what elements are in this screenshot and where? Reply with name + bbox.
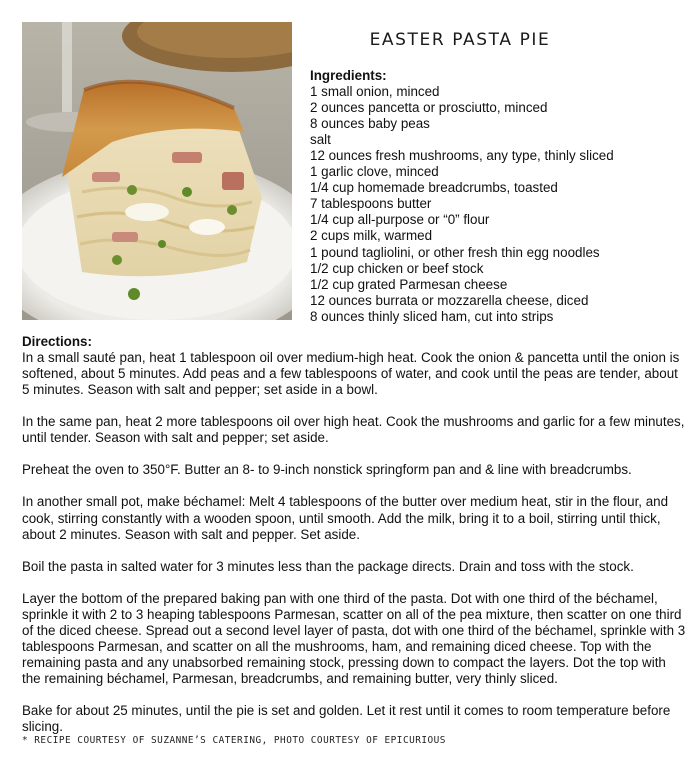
ingredient-item: 8 ounces thinly sliced ham, cut into strips — [310, 308, 554, 324]
direction-step: In another small pot, make béchamel: Melt 4 tablespoons of the butter over medium heat, stir in the flour, and cook, stirring constantly with a wooden spoon, until smooth. Add the milk, bring it to a boil, stirring until thick, about 2 minutes. Season with salt and pepper. Set aside. — [22, 494, 669, 542]
recipe-photo — [22, 22, 292, 320]
ingredient-item: 1/2 cup grated Parmesan cheese — [310, 276, 508, 292]
direction-step: Bake for about 25 minutes, until the pie is set and golden. Let it rest until it comes to room temperature before slicing. — [22, 703, 671, 735]
ingredients-list — [310, 84, 690, 325]
ingredient-item: 2 ounces pancetta or prosciutto, minced — [310, 100, 548, 116]
ingredient-item: 1 small onion, minced — [310, 84, 440, 100]
ingredient-item: 1/4 cup all-purpose or “0” flour — [310, 212, 490, 228]
recipe-title: EASTER PASTA PIE — [369, 30, 551, 50]
ingredients-section — [310, 68, 690, 325]
direction-step: Layer the bottom of the prepared baking pan with one third of the pasta. Dot with one third of the béchamel, sprinkle it with 2 to 3 heaping tablespoons Parmesan, scatter on all of the pea mixture, then scatter on one third of the diced cheese. Spread out a second level layer of pasta, dot with one third of the béchamel, sprinkle with 3 tablespoons Parmesan, and scatter on all the mushrooms, ham, and remaining diced cheese. Top with the remaining pasta and any unabsorbed remaining stock, pressing down to compact the layers. Dot the top with the remaining béchamel, Parmesan, breadcrumbs, and remaining butter, very thinly sliced. — [22, 590, 686, 686]
directions-heading: Directions: — [22, 334, 92, 349]
direction-step: In a small sauté pan, heat 1 tablespoon oil over medium-high heat. Cook the onion & pancetta until the onion is softened, about 5 minutes. Add peas and a few tablespoons of water, and cook until the peas are tender, about 5 minutes. Season with salt and pepper; set aside in a bowl. — [22, 350, 680, 398]
directions-section — [22, 334, 687, 751]
ingredient-item: 12 ounces burrata or mozzarella cheese, diced — [310, 292, 589, 308]
ingredient-item: 1/2 cup chicken or beef stock — [310, 260, 484, 276]
direction-step: Boil the pasta in salted water for 3 minutes less than the package directs. Drain and toss with the stock. — [22, 558, 634, 574]
recipe-credit: * RECIPE COURTESY OF SUZANNE’S CATERING, PHOTO COURTESY OF EPICURIOUS — [22, 735, 446, 746]
ingredient-item: 7 tablespoons butter — [310, 196, 432, 212]
ingredients-heading: Ingredients: — [310, 68, 387, 83]
ingredient-item: 8 ounces baby peas — [310, 116, 430, 132]
ingredient-item: 1 garlic clove, minced — [310, 164, 439, 180]
ingredient-item: 2 cups milk, warmed — [310, 228, 433, 244]
direction-step: Preheat the oven to 350°F. Butter an 8- to 9-inch nonstick springform pan and & line with breadcrumbs. — [22, 462, 632, 478]
ingredient-item: 1/4 cup homemade breadcrumbs, toasted — [310, 180, 558, 196]
direction-step: In the same pan, heat 2 more tablespoons oil over high heat. Cook the mushrooms and garlic for a few minutes, until tender. Season with salt and pepper; set aside. — [22, 414, 685, 446]
ingredient-item: salt — [310, 132, 331, 148]
ingredient-item: 1 pound tagliolini, or other fresh thin egg noodles — [310, 244, 600, 260]
ingredient-item: 12 ounces fresh mushrooms, any type, thinly sliced — [310, 148, 614, 164]
